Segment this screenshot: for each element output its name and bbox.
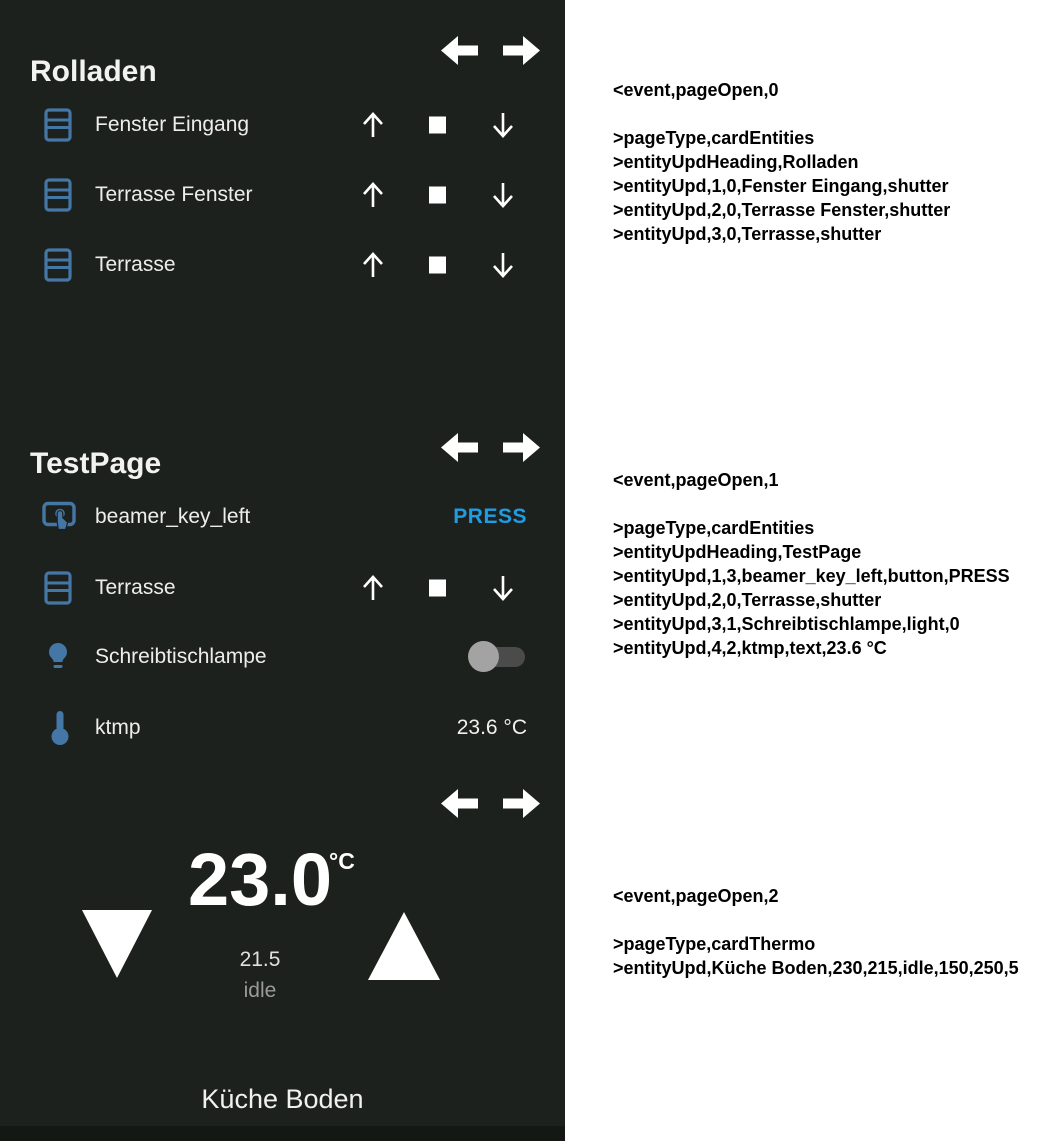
- entity-row-fenster-eingang: [0, 90, 565, 160]
- stop-square-icon: [429, 187, 446, 204]
- entity-name: Terrasse: [95, 253, 176, 276]
- log-line: >entityUpd,2,0,Terrasse,shutter: [613, 590, 882, 610]
- thermometer-icon: [50, 710, 70, 746]
- page-prev-button[interactable]: [440, 432, 478, 463]
- temp-decrease-button[interactable]: [82, 910, 152, 978]
- entity-name: Fenster Eingang: [95, 113, 250, 136]
- log-block-page1: [613, 468, 1043, 660]
- log-line: >entityUpd,Küche Boden,230,215,idle,150,250,5: [613, 958, 1019, 978]
- entity-row-ktmp: [0, 693, 565, 763]
- log-line: >pageType,cardThermo: [613, 934, 816, 954]
- shutter-up-button[interactable]: [360, 180, 386, 210]
- log-line: >entityUpd,4,2,ktmp,text,23.6 °C: [613, 638, 887, 658]
- entity-name: Terrasse: [95, 576, 176, 599]
- arrow-left-icon: [440, 451, 478, 466]
- entity-row-schreibtischlampe: [0, 622, 565, 692]
- log-line: >entityUpd,1,3,beamer_key_left,button,PRESS: [613, 566, 1010, 586]
- shutter-stop-button[interactable]: [429, 257, 446, 274]
- gesture-tap-button-icon: [42, 501, 76, 534]
- log-gap: [613, 102, 1043, 126]
- shutter-up-button[interactable]: [360, 573, 386, 603]
- arrow-left-icon: [440, 54, 478, 69]
- card-testpage: [0, 392, 565, 760]
- log-block-page2: [613, 884, 1043, 980]
- entity-name: ktmp: [95, 716, 141, 739]
- window-shutter-icon: [44, 178, 72, 212]
- light-toggle-switch[interactable]: [468, 641, 525, 673]
- hvac-state: idle: [243, 979, 277, 1002]
- lightbulb-icon: [47, 642, 69, 672]
- window-shutter-icon: [44, 248, 72, 282]
- shutter-stop-button[interactable]: [429, 117, 446, 134]
- page-title: TestPage: [30, 447, 162, 481]
- window-shutter-icon: [44, 108, 72, 142]
- arrow-left-icon: [440, 807, 478, 822]
- log-line: >pageType,cardEntities: [613, 128, 815, 148]
- log-line: >entityUpdHeading,TestPage: [613, 542, 862, 562]
- stop-square-icon: [429, 117, 446, 134]
- arrow-right-icon: [503, 451, 541, 466]
- temp-increase-button[interactable]: [368, 912, 440, 980]
- entity-name: beamer_key_left: [95, 505, 251, 528]
- shutter-stop-button[interactable]: [429, 187, 446, 204]
- stop-square-icon: [429, 257, 446, 274]
- shutter-down-button[interactable]: [490, 180, 516, 210]
- entity-row-terrasse-fenster: [0, 160, 565, 230]
- log-event-line: <event,pageOpen,2: [613, 886, 779, 906]
- current-temperature: 23.0: [187, 838, 333, 921]
- page-next-button[interactable]: [503, 432, 541, 463]
- page-prev-button[interactable]: [440, 788, 478, 819]
- log-block-page0: [613, 78, 1043, 246]
- shutter-up-button[interactable]: [360, 110, 386, 140]
- log-event-line: <event,pageOpen,0: [613, 80, 779, 100]
- log-line: >entityUpdHeading,Rolladen: [613, 152, 859, 172]
- press-button[interactable]: PRESS: [453, 505, 527, 528]
- shutter-stop-button[interactable]: [429, 580, 446, 597]
- arrow-right-icon: [503, 54, 541, 69]
- entity-row-terrasse: [0, 230, 565, 300]
- page-next-button[interactable]: [503, 35, 541, 66]
- arrow-right-icon: [503, 807, 541, 822]
- log-line: >pageType,cardEntities: [613, 518, 815, 538]
- page-next-button[interactable]: [503, 788, 541, 819]
- window-shutter-icon: [44, 571, 72, 605]
- temperature-unit: °C: [329, 848, 355, 874]
- entity-name: Schreibtischlampe: [95, 645, 267, 668]
- page-prev-button[interactable]: [440, 35, 478, 66]
- entity-row-terrasse: [0, 553, 565, 623]
- log-gap: [613, 492, 1043, 516]
- log-gap: [613, 908, 1043, 932]
- card-rolladen: [0, 0, 565, 392]
- shutter-up-button[interactable]: [360, 250, 386, 280]
- toggle-knob: [468, 641, 499, 672]
- log-line: >entityUpd,1,0,Fenster Eingang,shutter: [613, 176, 949, 196]
- thermostat-title: Küche Boden: [201, 1084, 364, 1114]
- log-line: >entityUpd,3,1,Schreibtischlampe,light,0: [613, 614, 960, 634]
- entity-row-beamer-key-left: [0, 482, 565, 552]
- shutter-down-button[interactable]: [490, 250, 516, 280]
- log-line: >entityUpd,3,0,Terrasse,shutter: [613, 224, 882, 244]
- page-title: Rolladen: [30, 55, 157, 89]
- log-event-line: <event,pageOpen,1: [613, 470, 779, 490]
- sensor-value: 23.6 °C: [456, 716, 527, 739]
- panel-bottom-edge: [0, 1126, 565, 1141]
- entity-name: Terrasse Fenster: [95, 183, 253, 206]
- target-temperature: 21.5: [239, 948, 281, 971]
- log-line: >entityUpd,2,0,Terrasse Fenster,shutter: [613, 200, 951, 220]
- stop-square-icon: [429, 580, 446, 597]
- shutter-down-button[interactable]: [490, 573, 516, 603]
- card-thermo: [0, 760, 565, 1141]
- shutter-down-button[interactable]: [490, 110, 516, 140]
